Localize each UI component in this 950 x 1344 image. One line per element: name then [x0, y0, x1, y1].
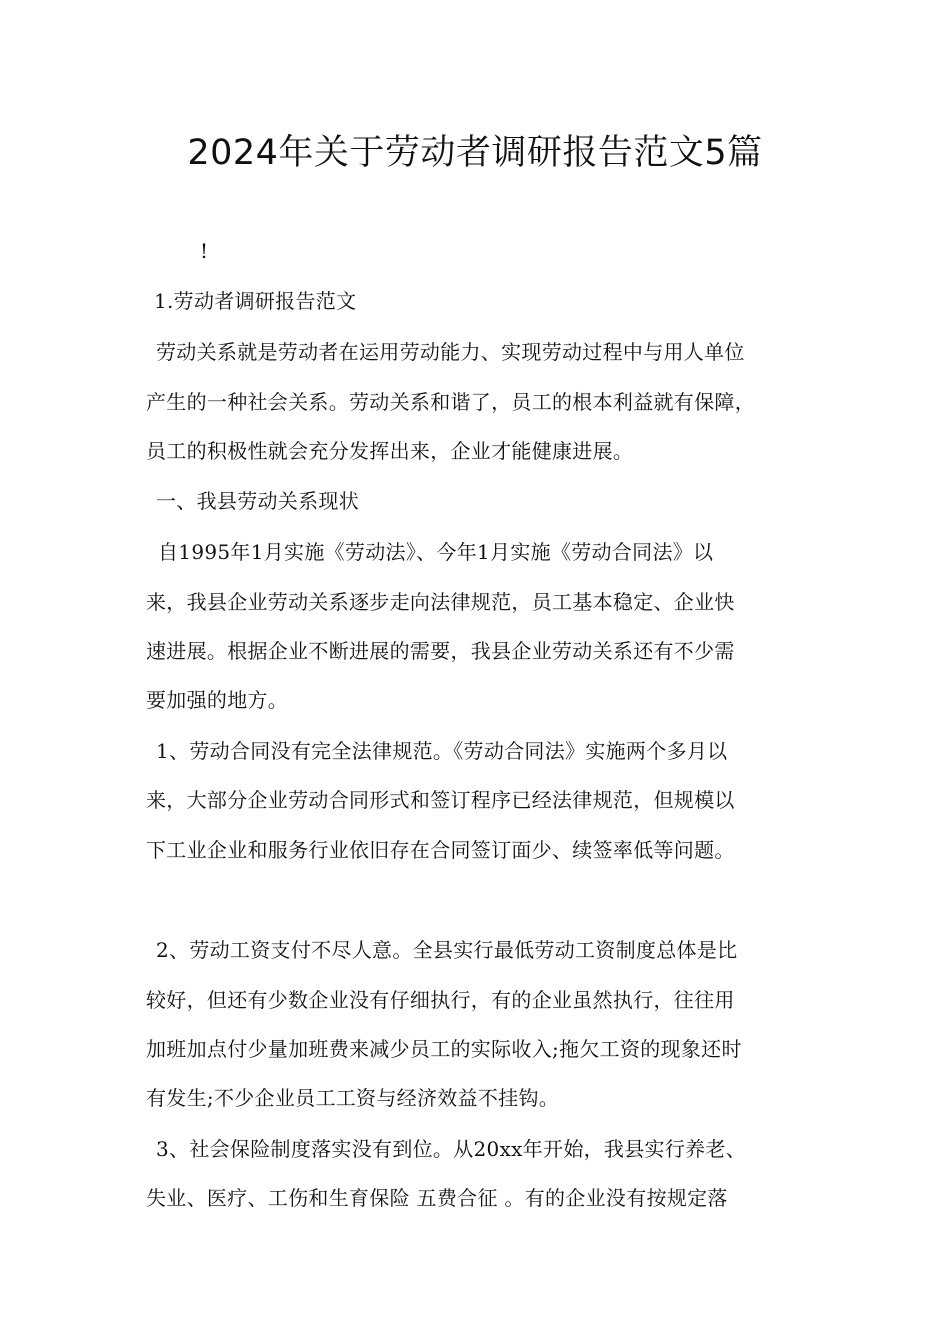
paragraph-line: 有发生;不少企业员工工资与经济效益不挂钩。	[146, 1086, 560, 1110]
subsection-heading: 一、我县劳动关系现状	[156, 489, 359, 513]
paragraph-line: 要加强的地方。	[146, 688, 289, 712]
paragraph-line: 1、劳动合同没有完全法律规范。《劳动合同法》实施两个多月以	[156, 739, 728, 763]
paragraph-line: 较好，但还有少数企业没有仔细执行，有的企业虽然执行，往往用	[146, 988, 735, 1012]
paragraph-line: 员工的积极性就会充分发挥出来，企业才能健康进展。	[146, 439, 634, 463]
paragraph-line: 来，大部分企业劳动合同形式和签订程序已经法律规范，但规模以	[146, 788, 735, 812]
paragraph-line: 加班加点付少量加班费来减少员工的实际收入;拖欠工资的现象还时	[146, 1037, 742, 1061]
paragraph-line: 自1995年1月实施《劳动法》、今年1月实施《劳动合同法》以	[158, 540, 714, 564]
paragraph-line: 来，我县企业劳动关系逐步走向法律规范，员工基本稳定、企业快	[146, 590, 735, 614]
section-heading: 1.劳动者调研报告范文	[154, 289, 357, 313]
paragraph-line: 速进展。根据企业不断进展的需要，我县企业劳动关系还有不少需	[146, 639, 735, 663]
paragraph-line: 产生的一种社会关系。劳动关系和谐了，员工的根本利益就有保障，	[146, 390, 755, 414]
paragraph-line: 劳动关系就是劳动者在运用劳动能力、实现劳动过程中与用人单位	[156, 340, 745, 364]
exclamation-mark: !	[200, 239, 209, 263]
paragraph-line: 3、社会保险制度落实没有到位。从20xx年开始，我县实行养老、	[156, 1137, 747, 1161]
document-title: 2024年关于劳动者调研报告范文5篇	[187, 133, 763, 173]
paragraph-line: 2、劳动工资支付不尽人意。全县实行最低劳动工资制度总体是比	[156, 938, 738, 962]
paragraph-line: 失业、医疗、工伤和生育保险 五费合征 。有的企业没有按规定落	[146, 1186, 728, 1210]
paragraph-line: 下工业企业和服务行业依旧存在合同签订面少、续签率低等问题。	[146, 838, 735, 862]
